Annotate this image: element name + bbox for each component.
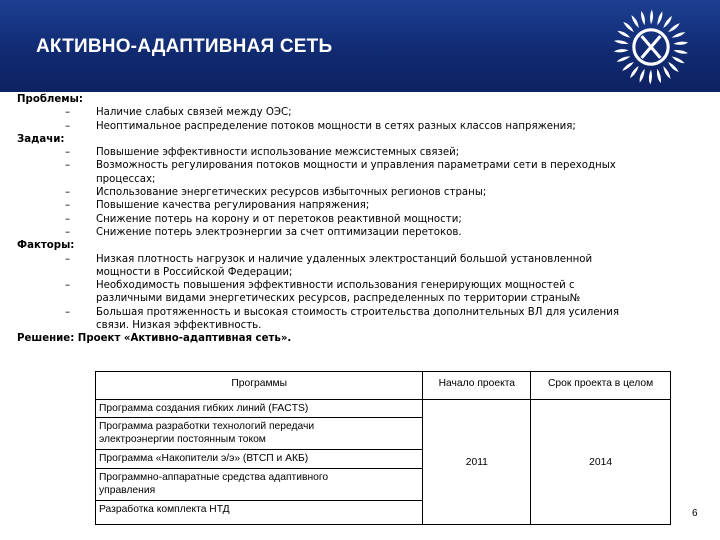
text-line: Неоптимальное распределение потоков мощности в сетях разных классов напряжения; xyxy=(96,120,576,132)
text-line: Повышение качества регулирования напряжения; xyxy=(96,200,370,212)
text-line: Наличие слабых связей между ОЭС; xyxy=(96,107,292,119)
dash-bullet: – xyxy=(65,160,71,172)
text-line: Программа создания гибких линий (FACTS) xyxy=(99,403,309,414)
list-item xyxy=(17,106,707,119)
list-item xyxy=(17,253,707,280)
text-line: связи. Низкая эффективность. xyxy=(96,320,262,332)
logo-ray xyxy=(656,11,663,26)
text-line: электроэнергии постоянным током xyxy=(99,434,266,445)
company-logo-icon xyxy=(612,8,690,86)
text-line: Большая протяженность и высокая стоимость строительства дополнительных ВЛ для усиления xyxy=(96,306,619,318)
text-line: Снижение потерь электроэнергии за счет оптимизации перетоков. xyxy=(96,226,462,238)
slide-title: АКТИВНО-АДАПТИВНАЯ СЕТЬ xyxy=(36,36,333,57)
logo-ray xyxy=(639,10,646,25)
logo-ray xyxy=(671,31,686,40)
logo-ray xyxy=(638,68,645,83)
program-cell xyxy=(96,418,423,450)
text-line: Использование энергетических ресурсов избыточных регионов страны; xyxy=(96,187,487,199)
list-item xyxy=(17,306,707,333)
table-row xyxy=(96,400,671,418)
table-header-row xyxy=(96,372,671,400)
list-item xyxy=(17,146,707,159)
dash-bullet: – xyxy=(65,226,71,238)
dash-bullet: – xyxy=(65,306,71,318)
dash-bullet: – xyxy=(65,280,71,292)
program-cell xyxy=(96,450,423,469)
list-item xyxy=(17,279,707,306)
page-number: 6 xyxy=(692,508,698,519)
program-cell xyxy=(96,501,423,525)
text-line: Программа разработки технологий передачи xyxy=(99,421,315,432)
logo-ray xyxy=(614,48,629,53)
factors-list xyxy=(17,253,707,333)
text-line: различными видами энергетических ресурсов, распределенных по территории страны№ xyxy=(96,293,581,305)
logo-ray xyxy=(622,21,635,33)
logo-ray xyxy=(616,54,631,63)
logo-ray xyxy=(655,68,662,83)
header-banner xyxy=(0,0,720,92)
header-duration: Срок проекта в целом xyxy=(531,372,671,400)
dash-bullet: – xyxy=(65,213,71,225)
tasks-list xyxy=(17,146,707,239)
logo-ray xyxy=(617,29,632,38)
text-line: Программа «Накопители э/э» (ВТСП и АКБ) xyxy=(99,453,309,464)
text-line: Повышение эффективности использование межсистемных связей; xyxy=(96,147,460,159)
factors-heading: Факторы: xyxy=(17,240,75,252)
text-line: процессах; xyxy=(96,173,156,185)
problems-list xyxy=(17,106,707,133)
decision-line: Решение: Проект «Активно-адаптивная сеть». xyxy=(17,333,292,345)
programs-table xyxy=(95,371,671,525)
logo-ray xyxy=(650,10,653,25)
end-year-cell: 2014 xyxy=(531,400,671,525)
list-item xyxy=(17,199,707,212)
dash-bullet: – xyxy=(65,253,71,265)
header-programs: Программы xyxy=(96,372,423,400)
logo-ray xyxy=(667,61,680,73)
logo-ray xyxy=(662,15,673,29)
logo-ray xyxy=(614,40,629,45)
list-item xyxy=(17,213,707,226)
logo-ray xyxy=(621,60,634,72)
program-cell xyxy=(96,400,423,418)
problems-heading: Проблемы: xyxy=(17,94,83,105)
list-item xyxy=(17,186,707,199)
logo-ray xyxy=(649,70,652,85)
dash-bullet: – xyxy=(65,120,71,132)
list-item xyxy=(17,120,707,133)
text-line: Низкая плотность нагрузок и наличие удаленных электростанций большой установленной xyxy=(96,253,593,265)
dash-bullet: – xyxy=(65,147,71,159)
dash-bullet: – xyxy=(65,200,71,212)
logo-ray xyxy=(630,14,641,28)
tasks-heading: Задачи: xyxy=(17,133,65,145)
text-line: Снижение потерь на корону и от перетоков реактивной мощности; xyxy=(96,213,462,225)
text-line: Необходимость повышения эффективности использования генерирующих мощностей с xyxy=(96,280,575,292)
text-line: Возможность регулирования потоков мощности и управления параметрами сети в переходных xyxy=(96,160,616,172)
header-start: Начало проекта xyxy=(423,372,531,400)
text-line: Разработка комплекта НТД xyxy=(99,504,230,515)
logo-ray xyxy=(629,65,640,79)
logo-ray xyxy=(671,55,686,64)
logo-ray xyxy=(661,65,672,79)
text-line: мощности в Российской Федерации; xyxy=(96,266,293,278)
list-item xyxy=(17,226,707,239)
dash-bullet: – xyxy=(65,187,71,199)
logo-ray xyxy=(673,49,688,54)
program-cell xyxy=(96,469,423,501)
logo-ray xyxy=(673,41,688,46)
start-year-cell: 2011 xyxy=(423,400,531,525)
list-item xyxy=(17,159,707,186)
text-line: управления xyxy=(99,485,156,496)
content-body xyxy=(17,93,707,346)
dash-bullet: – xyxy=(65,107,71,119)
logo-ray xyxy=(667,22,680,34)
text-line: Программно-аппаратные средства адаптивного xyxy=(99,472,329,483)
